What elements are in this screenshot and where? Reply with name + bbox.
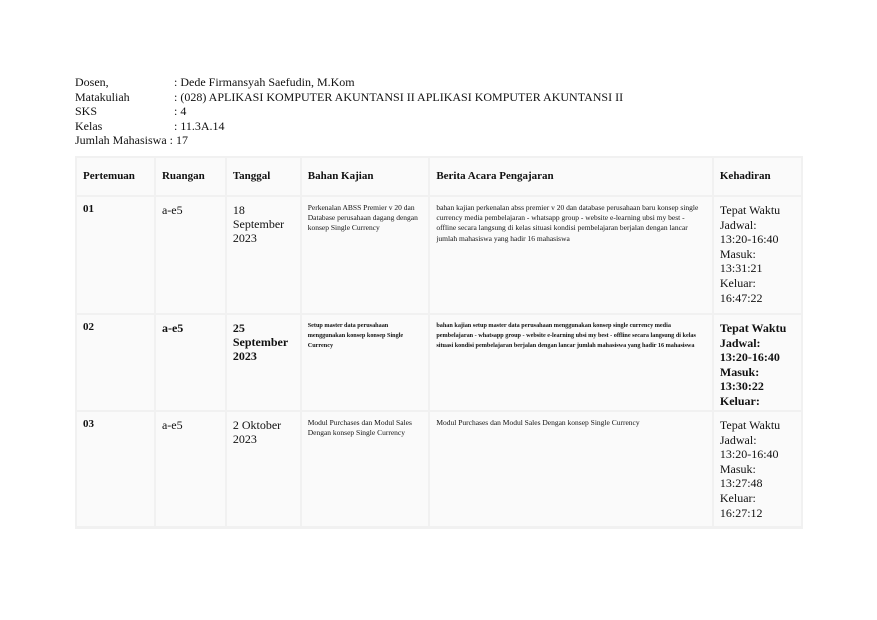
col-header-pertemuan: Pertemuan xyxy=(77,158,154,195)
col-header-berita-acara: Berita Acara Pengajaran xyxy=(430,158,712,195)
kehadiran-status: Tepat Waktu xyxy=(719,321,787,335)
kehadiran-jadwal-label: Jadwal: xyxy=(719,432,757,447)
attendance-table-container xyxy=(75,156,803,529)
cell-bahan-kajian: Perkenalan ABSS Premier v 20 dan Database perusahaan dagang dengan konsep Single Currency xyxy=(302,197,429,313)
cell-pertemuan: 01 xyxy=(77,197,154,313)
matakuliah-value: : (028) APLIKASI KOMPUTER AKUNTANSI II APLIKASI KOMPUTER AKUNTANSI II xyxy=(174,89,624,104)
col-header-tanggal: Tanggal xyxy=(227,158,300,195)
kehadiran-status: Tepat Waktu xyxy=(719,203,781,217)
kehadiran-keluar-label: Keluar: xyxy=(719,275,756,290)
cell-bahan-kajian: Modul Purchases dan Modul Sales Dengan konsep Single Currency xyxy=(302,412,429,526)
cell-ruangan: a-e5 xyxy=(156,315,225,410)
col-header-bahan-kajian: Bahan Kajian xyxy=(302,158,429,195)
cell-bahan-kajian: Setup master data perusahaan menggunakan konsep konsep Single Currency xyxy=(302,315,429,410)
dosen-value: : Dede Firmansyah Saefudin, M.Kom xyxy=(174,75,355,89)
matakuliah-label: Matakuliah xyxy=(75,89,130,104)
cell-berita-acara: Modul Purchases dan Modul Sales Dengan konsep Single Currency xyxy=(430,412,712,526)
kehadiran-keluar-label: Keluar: xyxy=(719,490,756,505)
table-row xyxy=(77,315,801,410)
kehadiran-status: Tepat Waktu xyxy=(719,418,781,432)
cell-berita-acara: bahan kajian perkenalan abss premier v 20 dan database perusahaan baru konsep single currency media pembelajaran - whatsapp group - website e-learning ubsi my best - offline secara langsung di kelas situasi kondisi pembelajaran berjalan dengan lancar jumlah mahasiswa yang hadir 16 mahasiswa xyxy=(430,197,712,313)
kehadiran-masuk-value: 13:31:21 xyxy=(719,261,763,276)
jumlah-mahasiswa-label: Jumlah Mahasiswa xyxy=(75,133,167,147)
kehadiran-jadwal-label: Jadwal: xyxy=(719,217,757,232)
sks-value: : 4 xyxy=(174,104,187,118)
kehadiran-masuk-value: 13:27:48 xyxy=(719,476,763,491)
cell-ruangan: a-e5 xyxy=(156,412,225,526)
cell-tanggal: 2 Oktober 2023 xyxy=(227,412,300,526)
kehadiran-jadwal-value: 13:20-16:40 xyxy=(719,350,780,365)
kehadiran-masuk-label: Masuk: xyxy=(719,364,760,379)
course-info-header xyxy=(75,75,623,148)
kehadiran-keluar-value: 16:27:12 xyxy=(719,505,763,520)
cell-kehadiran xyxy=(714,412,801,526)
kehadiran-clip xyxy=(720,321,795,406)
col-header-kehadiran: Kehadiran xyxy=(714,158,801,195)
kelas-label: Kelas xyxy=(75,118,103,133)
kehadiran-keluar-label: Keluar: xyxy=(719,393,760,406)
sks-row xyxy=(75,104,623,119)
dosen-label: Dosen, xyxy=(75,75,109,89)
dosen-row xyxy=(75,75,623,90)
cell-tanggal: 25 September 2023 xyxy=(227,315,300,410)
matakuliah-row xyxy=(75,90,623,105)
cell-ruangan: a-e5 xyxy=(156,197,225,313)
kehadiran-masuk-label: Masuk: xyxy=(719,461,756,476)
kehadiran-masuk-label: Masuk: xyxy=(719,246,756,261)
table-row xyxy=(77,412,801,526)
kehadiran-masuk-value: 13:30:22 xyxy=(719,379,764,394)
cell-berita-acara: bahan kajian setup master data perusahaan menggunakan konsep single currency media pembelajaran - whatsapp group - website e-learning ubsi my best - offline secara langsung di kelas situasi kondisi pembelajaran berjalan dengan lancar jumlah mahasiswa yang hadir 16 mahasiswa xyxy=(430,315,712,410)
cell-pertemuan: 03 xyxy=(77,412,154,526)
kelas-value: : 11.3A.14 xyxy=(174,118,225,133)
col-header-ruangan: Ruangan xyxy=(156,158,225,195)
kehadiran-keluar-value: 16:47:22 xyxy=(719,290,763,305)
kehadiran-jadwal-value: 13:20-16:40 xyxy=(719,232,779,247)
cell-pertemuan: 02 xyxy=(77,315,154,410)
cell-tanggal: 18 September 2023 xyxy=(227,197,300,313)
table-row xyxy=(77,197,801,313)
sks-label: SKS xyxy=(75,104,98,118)
attendance-table xyxy=(75,156,803,528)
table-header-row xyxy=(77,158,801,195)
jumlah-mahasiswa-value: : 17 xyxy=(169,133,188,147)
kehadiran-jadwal-value: 13:20-16:40 xyxy=(719,447,779,462)
cell-kehadiran xyxy=(714,197,801,313)
kelas-row xyxy=(75,119,623,134)
cell-kehadiran xyxy=(714,315,801,410)
kehadiran-jadwal-label: Jadwal: xyxy=(719,335,761,350)
jumlah-mahasiswa-row xyxy=(75,133,623,148)
